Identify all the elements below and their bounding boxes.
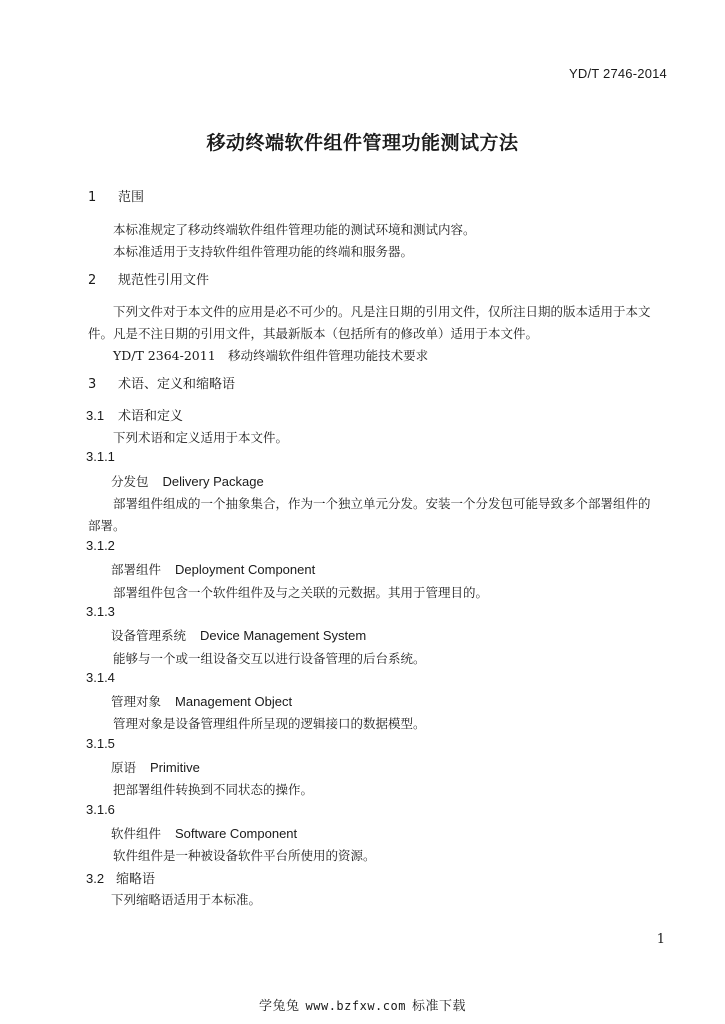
term-chinese: 设备管理系统 bbox=[111, 628, 187, 643]
subsection-title: 术语和定义 bbox=[118, 409, 184, 424]
paragraph: 本标准适用于支持软件组件管理功能的终端和服务器。 bbox=[113, 244, 414, 259]
section-1-heading bbox=[88, 186, 144, 205]
term-number: 3.1.2 bbox=[86, 538, 115, 553]
footer-tagline: 标准下载 bbox=[411, 999, 466, 1014]
term-chinese: 部署组件 bbox=[111, 562, 162, 577]
term-definition: 软件组件是一种被设备软件平台所使用的资源。 bbox=[113, 848, 376, 863]
term-heading bbox=[111, 824, 297, 842]
document-title: 移动终端软件组件管理功能测试方法 bbox=[206, 132, 519, 154]
term-definition: 能够与一个或一组设备交互以进行设备管理的后台系统。 bbox=[113, 651, 426, 666]
term-chinese: 原语 bbox=[111, 760, 137, 775]
term-heading bbox=[111, 472, 264, 490]
term-number: 3.1.6 bbox=[86, 802, 115, 817]
section-number: 3 bbox=[88, 377, 97, 392]
term-number: 3.1.5 bbox=[86, 736, 115, 751]
subsection-number: 3.1 bbox=[86, 408, 105, 423]
term-number: 3.1.4 bbox=[86, 670, 115, 685]
term-definition-continuation: 部署。 bbox=[88, 518, 126, 533]
term-chinese: 分发包 bbox=[111, 474, 149, 489]
paragraph: 下列文件对于本文件的应用是必不可少的。凡是注日期的引用文件，仅所注日期的版本适用于本文 bbox=[113, 304, 651, 319]
term-chinese: 软件组件 bbox=[111, 826, 162, 841]
term-heading bbox=[111, 626, 366, 644]
subsection-title: 缩略语 bbox=[116, 872, 156, 887]
term-english: Management Object bbox=[175, 694, 293, 709]
page-number: 1 bbox=[656, 932, 665, 947]
subsection-3-1-heading bbox=[86, 405, 183, 424]
term-number: 3.1.3 bbox=[86, 604, 115, 619]
normative-reference: YD/T 2364-2011 移动终端软件组件管理功能技术要求 bbox=[113, 348, 429, 363]
paragraph-continuation: 件。凡是不注日期的引用文件，其最新版本（包括所有的修改单）适用于本文件。 bbox=[88, 326, 539, 341]
section-title: 规范性引用文件 bbox=[118, 273, 210, 288]
section-title: 范围 bbox=[118, 190, 145, 205]
section-number: 2 bbox=[88, 273, 97, 288]
footer-site-name: 学兔兔 bbox=[259, 999, 300, 1014]
subsection-3-2-heading bbox=[86, 868, 155, 887]
paragraph: 下列术语和定义适用于本文件。 bbox=[113, 430, 289, 445]
term-chinese: 管理对象 bbox=[111, 694, 162, 709]
term-definition: 部署组件包含一个软件组件及与之关联的元数据。其用于管理目的。 bbox=[113, 585, 489, 600]
paragraph: 下列缩略语适用于本标准。 bbox=[111, 892, 262, 907]
section-2-heading bbox=[88, 269, 209, 288]
term-definition: 管理对象是设备管理组件所呈现的逻辑接口的数据模型。 bbox=[113, 716, 426, 731]
term-english: Delivery Package bbox=[162, 474, 264, 489]
term-english: Device Management System bbox=[200, 628, 367, 643]
paragraph: 本标准规定了移动终端软件组件管理功能的测试环境和测试内容。 bbox=[113, 222, 476, 237]
term-definition: 部署组件组成的一个抽象集合，作为一个独立单元分发。安装一个分发包可能导致多个部署组件的 bbox=[113, 496, 651, 511]
term-english: Deployment Component bbox=[175, 562, 316, 577]
term-definition: 把部署组件转换到不同状态的操作。 bbox=[113, 782, 314, 797]
term-heading bbox=[111, 758, 200, 776]
subsection-number: 3.2 bbox=[86, 871, 105, 886]
section-3-heading bbox=[88, 373, 235, 392]
term-english: Primitive bbox=[150, 760, 200, 775]
term-english: Software Component bbox=[175, 826, 298, 841]
term-heading bbox=[111, 560, 315, 578]
term-heading bbox=[111, 692, 292, 710]
term-number: 3.1.1 bbox=[86, 449, 115, 464]
section-title: 术语、定义和缩略语 bbox=[118, 377, 236, 392]
standard-code: YD/T 2746-2014 bbox=[569, 66, 667, 81]
footer-url[interactable]: www.bzfxw.com bbox=[305, 999, 406, 1013]
footer-watermark bbox=[0, 995, 725, 1014]
section-number: 1 bbox=[88, 190, 97, 205]
